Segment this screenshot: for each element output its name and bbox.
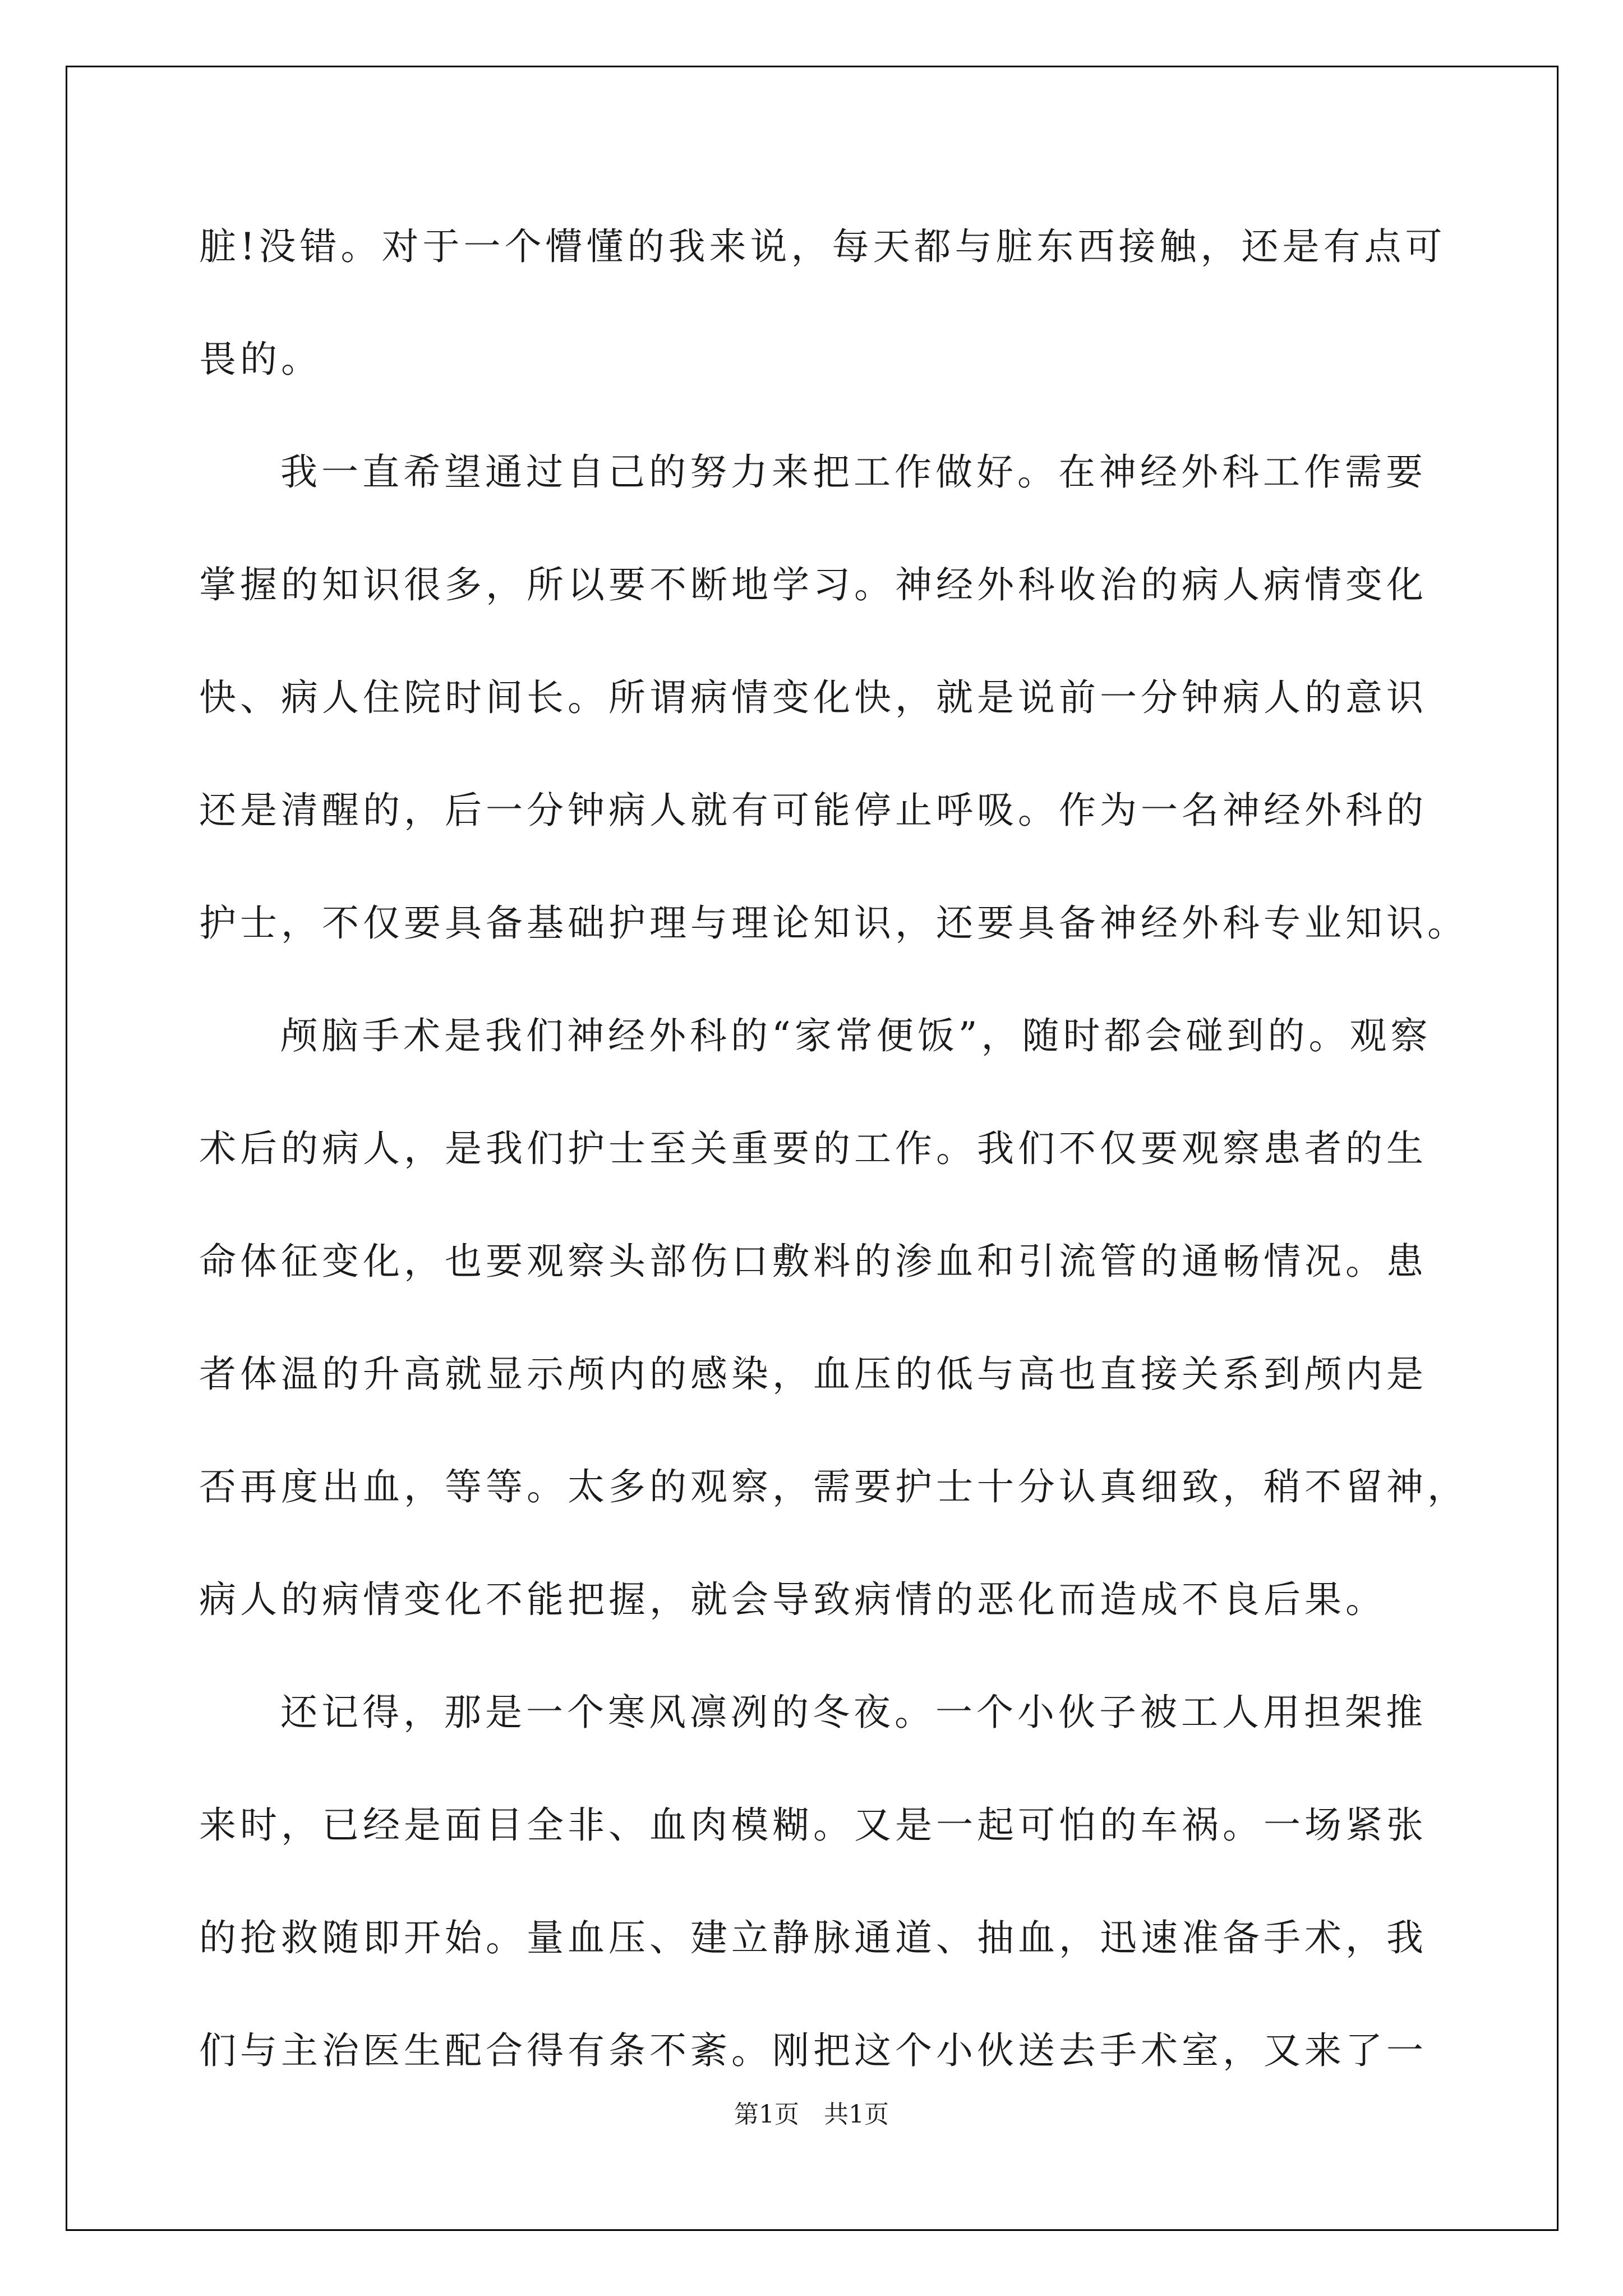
text-line: 否再度出血，等等。太多的观察，需要护士十分认真细致，稍不留神，	[199, 1465, 1468, 1508]
text-line: 我一直希望通过自己的努力来把工作做好。在神经外科工作需要	[280, 450, 1427, 494]
text-line: 还记得，那是一个寒风凛冽的冬夜。一个小伙子被工人用担架推	[280, 1691, 1427, 1734]
text-line: 掌握的知识很多，所以要不断地学习。神经外科收治的病人病情变化	[199, 563, 1427, 606]
page-footer	[0, 2098, 1623, 2132]
text-line: 畏的。	[199, 338, 322, 381]
page-number: 第1页	[734, 2100, 799, 2129]
text-line: 命体征变化，也要观察头部伤口敷料的渗血和引流管的通畅情况。患	[199, 1240, 1427, 1283]
text-line: 快、病人住院时间长。所谓病情变化快，就是说前一分钟病人的意识	[199, 676, 1427, 719]
text-line: 的抢救随即开始。量血压、建立静脉通道、抽血，迅速准备手术，我	[199, 1916, 1427, 1959]
page-total: 共1页	[824, 2100, 889, 2129]
text-line: 者体温的升高就显示颅内的感染，血压的低与高也直接关系到颅内是	[199, 1352, 1427, 1396]
text-line: 还是清醒的，后一分钟病人就有可能停止呼吸。作为一名神经外科的	[199, 789, 1427, 832]
text-line: 来时，已经是面目全非、血肉模糊。又是一起可怕的车祸。一场紧张	[199, 1803, 1427, 1847]
text-line: 术后的病人，是我们护士至关重要的工作。我们不仅要观察患者的生	[199, 1127, 1427, 1170]
text-line: 颅脑手术是我们神经外科的“家常便饭”，随时都会碰到的。观察	[280, 1014, 1432, 1057]
text-line: 病人的病情变化不能把握，就会导致病情的恶化而造成不良后果。	[199, 1578, 1386, 1621]
text-line: 护士，不仅要具备基础护理与理论知识，还要具备神经外科专业知识。	[199, 901, 1468, 945]
text-line: 们与主治医生配合得有条不紊。刚把这个小伙送去手术室，又来了一	[199, 2029, 1427, 2072]
text-line: 脏!没错。对于一个懵懂的我来说，每天都与脏东西接触，还是有点可	[199, 225, 1446, 268]
